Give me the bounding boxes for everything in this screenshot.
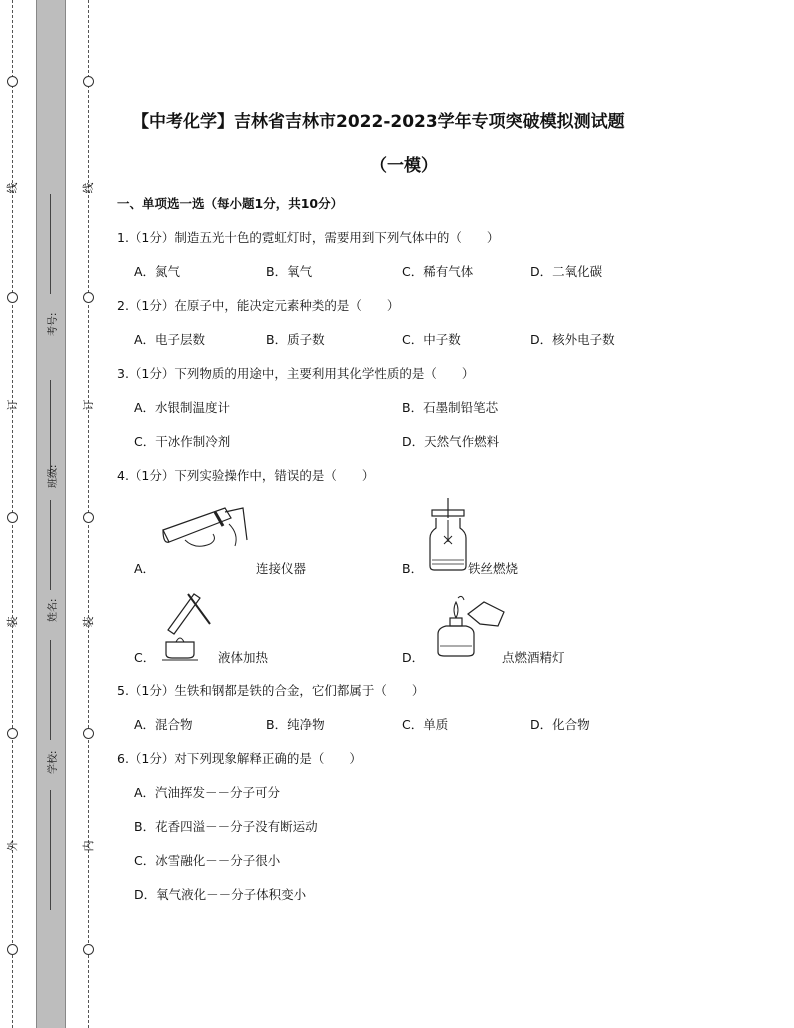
connecting-apparatus-illustration [155, 500, 255, 560]
gutter-char-inner: 线 [82, 182, 95, 194]
gutter-char-inner: 装 [82, 616, 95, 628]
option-b: B． [402, 561, 424, 576]
binding-hole [7, 944, 18, 955]
option-a: A．氮气 [134, 264, 181, 279]
field-underline [50, 790, 51, 910]
question-stem: 3.（1分）下列物质的用途中，主要利用其化学性质的是（ ） [117, 366, 475, 381]
option-c: C．中子数 [402, 332, 461, 347]
question-stem: 2.（1分）在原子中，能决定元素种类的是（ ） [117, 298, 400, 313]
question-stem: 6.（1分）对下列现象解释正确的是（ ） [117, 751, 362, 766]
option-a: A．混合物 [134, 717, 193, 732]
option-b: B．质子数 [266, 332, 325, 347]
field-name: 姓名: [48, 598, 59, 622]
image-caption: 液体加热 [218, 650, 269, 665]
image-caption: 连接仪器 [256, 561, 307, 576]
binding-hole [7, 292, 18, 303]
page-subtitle: （一模） [370, 156, 438, 176]
gutter-char-inner: 订 [82, 399, 95, 411]
field-underline [50, 380, 51, 475]
section-heading: 一、单项选一选（每小题1分，共10分） [117, 196, 344, 211]
binding-hole [7, 512, 18, 523]
field-exam-number: 考号: [48, 312, 59, 336]
binding-hole [7, 76, 18, 87]
image-caption: 铁丝燃烧 [468, 561, 519, 576]
gutter-char-outer: 订 [6, 399, 19, 411]
lighting-alcohol-lamp-illustration [428, 594, 508, 660]
option-b: B．氧气 [266, 264, 313, 279]
field-underline [50, 194, 51, 294]
field-class: 班级: [48, 464, 59, 488]
option-d: D．化合物 [530, 717, 590, 732]
option-c: C． [134, 650, 156, 665]
option-b: B．纯净物 [266, 717, 325, 732]
option-c: C．稀有气体 [402, 264, 474, 279]
gutter-char-outer: 线 [6, 182, 19, 194]
option-c: C．干冰作制冷剂 [134, 434, 231, 449]
gutter-char-outer: 装 [6, 616, 19, 628]
option-d: D．天然气作燃料 [402, 434, 500, 449]
question-stem: 1.（1分）制造五光十色的霓虹灯时，需要用到下列气体中的（ ） [117, 230, 500, 245]
question-stem: 4.（1分）下列实验操作中，错误的是（ ） [117, 468, 375, 483]
binding-hole [83, 728, 94, 739]
field-underline [50, 500, 51, 590]
gutter-char-inner: 内 [82, 840, 95, 852]
liquid-heating-illustration [158, 590, 218, 664]
option-b: B．石墨制铅笔芯 [402, 400, 499, 415]
question-stem: 5.（1分）生铁和钢都是铁的合金，它们都属于（ ） [117, 683, 425, 698]
field-school: 学校: [48, 750, 59, 774]
option-b: B．花香四溢－－分子没有断运动 [134, 819, 318, 834]
binding-hole [83, 944, 94, 955]
binding-hole [83, 512, 94, 523]
option-d: D．二氧化碳 [530, 264, 603, 279]
option-a: A．电子层数 [134, 332, 206, 347]
binding-hole [83, 76, 94, 87]
binding-band [36, 0, 66, 1028]
field-underline [50, 640, 51, 740]
page-title: 【中考化学】吉林省吉林市2022-2023学年专项突破模拟测试题 [132, 112, 625, 132]
option-a: A．水银制温度计 [134, 400, 231, 415]
binding-hole [7, 728, 18, 739]
iron-wire-burning-illustration [426, 496, 470, 576]
option-c: C．单质 [402, 717, 449, 732]
gutter-char-outer: 外 [6, 840, 19, 852]
option-c: C．冰雪融化－－分子很小 [134, 853, 281, 868]
binding-hole [83, 292, 94, 303]
option-a: A．汽油挥发－－分子可分 [134, 785, 281, 800]
option-d: D． [402, 650, 425, 665]
image-caption: 点燃酒精灯 [502, 650, 565, 665]
option-a: A． [134, 561, 156, 576]
option-d: D．核外电子数 [530, 332, 615, 347]
option-d: D．氧气液化－－分子体积变小 [134, 887, 307, 902]
